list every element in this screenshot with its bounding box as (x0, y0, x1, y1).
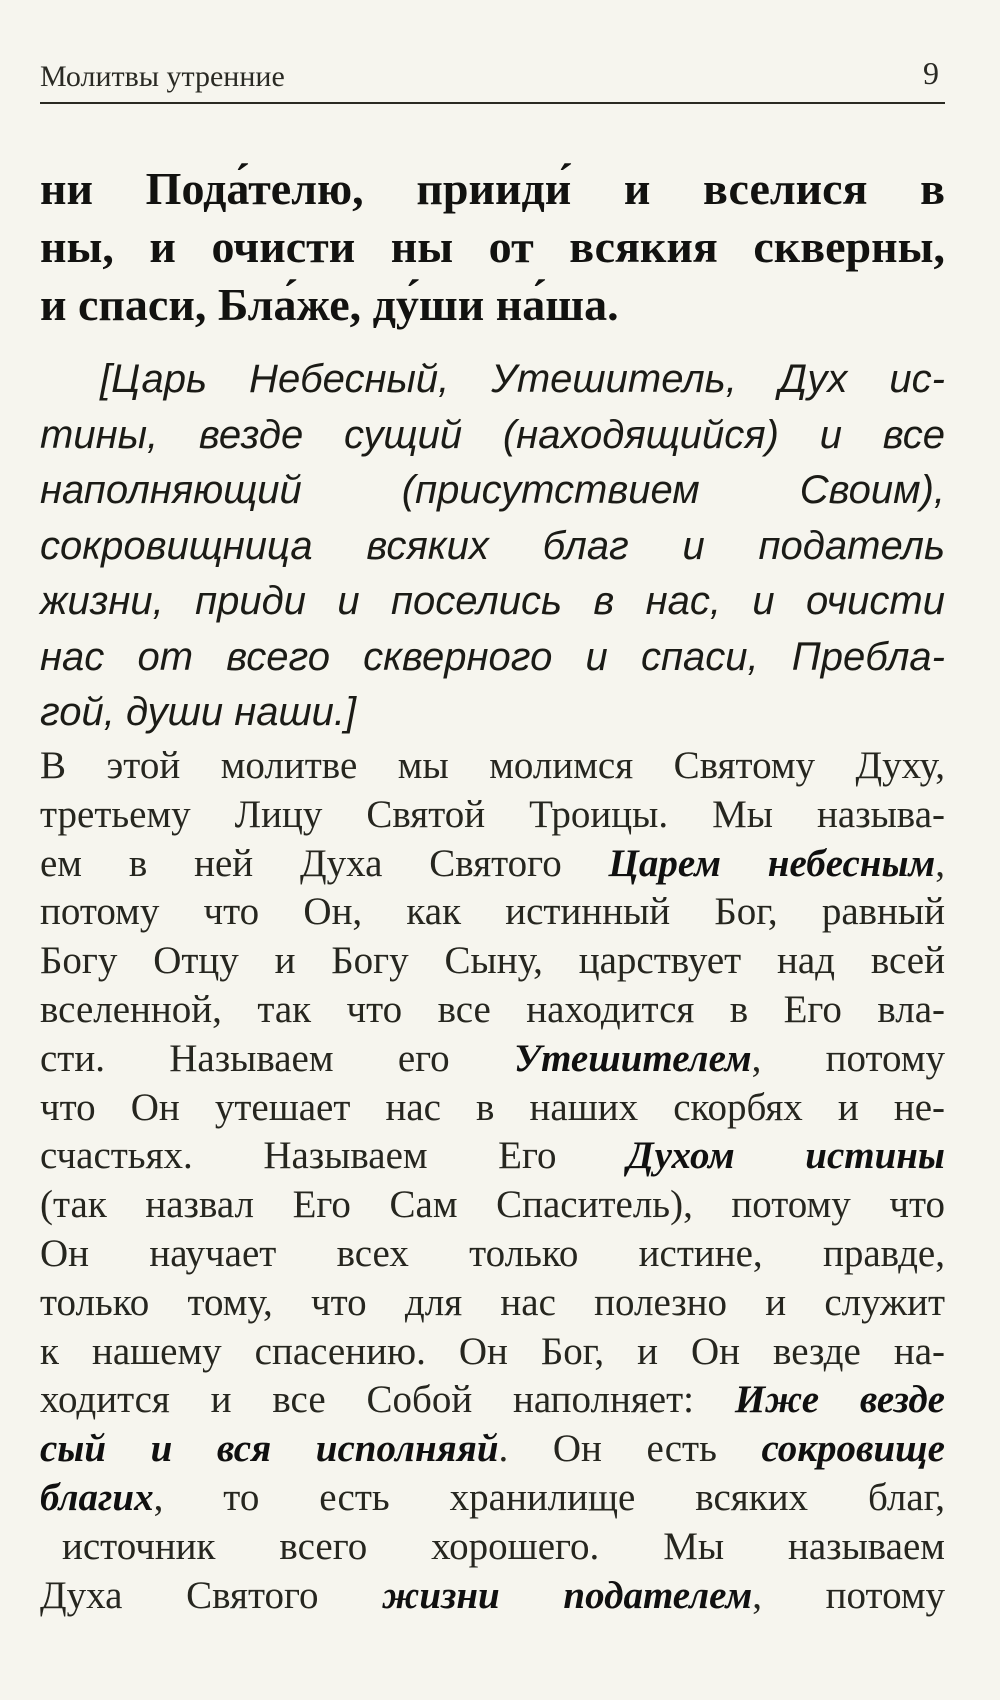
commentary-text (40, 742, 945, 1620)
prayer-line: и спаси, Бла́же, ду́ши на́ша. (40, 279, 619, 330)
translation-line: [Царь Небесный, Утешитель, Дух ис- (100, 357, 945, 401)
emphasis-term: Иже везде (734, 1378, 945, 1422)
text-run: ем в ней Духа Святого (40, 841, 609, 885)
translation-line: гой, души наши.] (40, 690, 357, 734)
commentary-line (40, 1474, 945, 1523)
text-run: что Он утешает нас в наших скорбях и не- (40, 1085, 945, 1129)
prayer-line: ны, и очисти ны от всякия скверны, (40, 221, 945, 272)
emphasis-term: сый и вся исполняяй (40, 1427, 499, 1471)
page-number: 9 (923, 55, 939, 91)
text-run: только тому, что для нас полезно и служит (40, 1280, 945, 1324)
commentary-line (40, 986, 945, 1035)
header-title: Молитвы утренние (40, 60, 285, 93)
text-run: сти. Называем его (40, 1036, 514, 1080)
translation-line: тины, везде сущий (находящийся) и все (40, 412, 945, 457)
text-run: , потому (752, 1573, 946, 1617)
commentary-line (40, 1328, 945, 1377)
text-run: Он научает всех только истине, правде, (40, 1231, 945, 1275)
emphasis-term: благих (40, 1475, 154, 1519)
emphasis-term: Царем небесным (608, 841, 936, 885)
commentary-line (40, 888, 945, 937)
text-run: третьему Лицу Святой Троицы. Мы называ- (40, 792, 945, 836)
commentary-line (40, 1572, 945, 1621)
translation-line: нас от всего скверного и спаси, Пребла- (40, 634, 945, 679)
text-run: источник всего хорошего. Мы называем (62, 1524, 945, 1568)
prayer-line: ни Пода́телю, прииди́ и вселися в (40, 163, 945, 214)
text-run: к нашему спасению. Он Бог, и Он везде на- (40, 1329, 945, 1373)
text-run: вселенной, так что все находится в Его вла- (40, 987, 945, 1031)
emphasis-term: Духом истины (627, 1134, 945, 1178)
commentary-line (40, 1230, 945, 1279)
commentary-line (40, 1279, 945, 1328)
prayer-text (40, 160, 945, 334)
translation-line: жизни, приди и поселись в нас, и очисти (40, 579, 945, 623)
text-run: Богу Отцу и Богу Сыну, царствует над всей (40, 939, 945, 983)
running-header (40, 52, 945, 104)
commentary-line (40, 1523, 945, 1572)
commentary-line (40, 840, 945, 889)
text-run: . Он есть (498, 1427, 762, 1471)
text-run: (так назвал Его Сам Спаситель), потому что (40, 1183, 945, 1227)
text-run: , то есть хранилище всяких благ, (153, 1475, 945, 1519)
commentary-line (40, 1425, 945, 1474)
emphasis-term: сокровище (761, 1427, 945, 1471)
text-run: В этой молитве мы молимся Святому Духу, (40, 744, 945, 787)
emphasis-term: Утешителем (513, 1036, 752, 1080)
prayer-translation (40, 352, 945, 741)
commentary-line (40, 1035, 945, 1084)
text-run: Духа Святого (40, 1573, 383, 1617)
commentary-line (40, 1132, 945, 1181)
text-run: , (935, 841, 945, 885)
text-run: счастьях. Называем Его (40, 1134, 628, 1178)
text-run: , потому (751, 1036, 945, 1080)
text-run: потому что Он, как истинный Бог, равный (40, 890, 945, 934)
commentary-line (40, 1376, 945, 1425)
commentary-line (40, 791, 945, 840)
commentary-line (40, 742, 945, 791)
translation-line: сокровищница всяких благ и податель (40, 523, 945, 568)
emphasis-term: жизни подателем (382, 1573, 753, 1617)
commentary-line (40, 1181, 945, 1230)
commentary-line (40, 937, 945, 986)
translation-line: наполняющий (присутствием Своим), (40, 468, 945, 512)
commentary-line (40, 1084, 945, 1133)
text-run: ходится и все Собой наполняет: (40, 1378, 735, 1422)
